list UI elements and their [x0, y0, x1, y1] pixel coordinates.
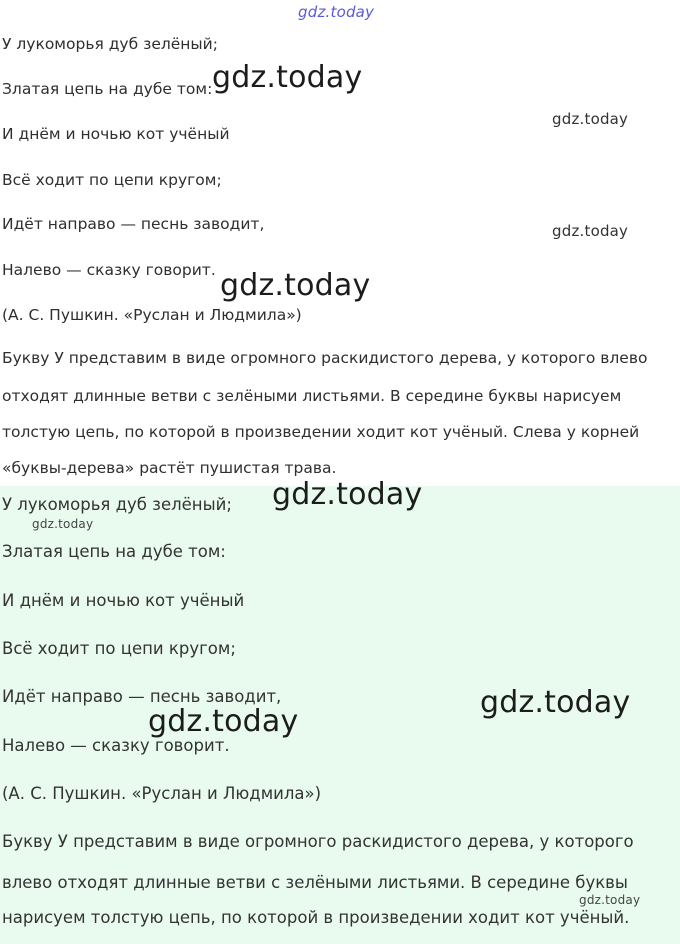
- watermark-text: gdz.today: [272, 477, 423, 512]
- paragraph-line-1: Букву У представим в виде огромного раскидистого дерева, у которого: [2, 832, 634, 851]
- watermark-text: gdz.today: [220, 268, 371, 303]
- watermark-text: gdz.today: [552, 110, 629, 128]
- poem-line-4: Всё ходит по цепи кругом;: [2, 639, 236, 658]
- poem-line-2: Златая цепь на дубе том:: [2, 542, 226, 561]
- watermark-text: gdz.today: [579, 893, 641, 907]
- poem-line-5: Идёт направо — песнь заводит,: [2, 687, 282, 706]
- paragraph-line-1: Букву У представим в виде огромного раскидистого дерева, у которого влево: [2, 349, 648, 367]
- watermark-text: gdz.today: [552, 222, 629, 240]
- poem-line-3: И днём и ночью кот учёный: [2, 591, 245, 610]
- poem-line-1: У лукоморья дуб зелёный;: [2, 35, 218, 53]
- poem-line-2: Златая цепь на дубе том:: [2, 80, 213, 98]
- paragraph-line-3: нарисуем толстую цепь, по которой в произведении ходит кот учёный.: [2, 908, 630, 927]
- watermark-text: gdz.today: [212, 60, 363, 95]
- watermark-text: gdz.today: [32, 517, 94, 531]
- paragraph-line-2: влево отходят длинные ветви с зелёными листьями. В середине буквы: [2, 873, 628, 892]
- poem-citation: (А. С. Пушкин. «Руслан и Людмила»): [2, 784, 322, 803]
- poem-line-5: Идёт направо — песнь заводит,: [2, 215, 265, 233]
- watermark-text: gdz.today: [480, 685, 631, 720]
- poem-line-6: Налево — сказку говорит.: [2, 736, 230, 755]
- poem-line-4: Всё ходит по цепи кругом;: [2, 171, 222, 189]
- poem-citation: (А. С. Пушкин. «Руслан и Людмила»): [2, 306, 302, 324]
- poem-line-1: У лукоморья дуб зелёный;: [2, 495, 232, 514]
- poem-line-6: Налево — сказку говорит.: [2, 261, 216, 279]
- paragraph-line-4: «буквы-дерева» растёт пушистая трава.: [2, 459, 337, 477]
- paragraph-line-3: толстую цепь, по которой в произведении ходит кот учёный. Слева у корней: [2, 423, 640, 441]
- paragraph-line-2: отходят длинные ветви с зелёными листьями. В середине буквы нарисуем: [2, 387, 622, 405]
- poem-line-3: И днём и ночью кот учёный: [2, 125, 230, 143]
- watermark-text: gdz.today: [148, 704, 299, 739]
- watermark-text: gdz.today: [298, 3, 375, 21]
